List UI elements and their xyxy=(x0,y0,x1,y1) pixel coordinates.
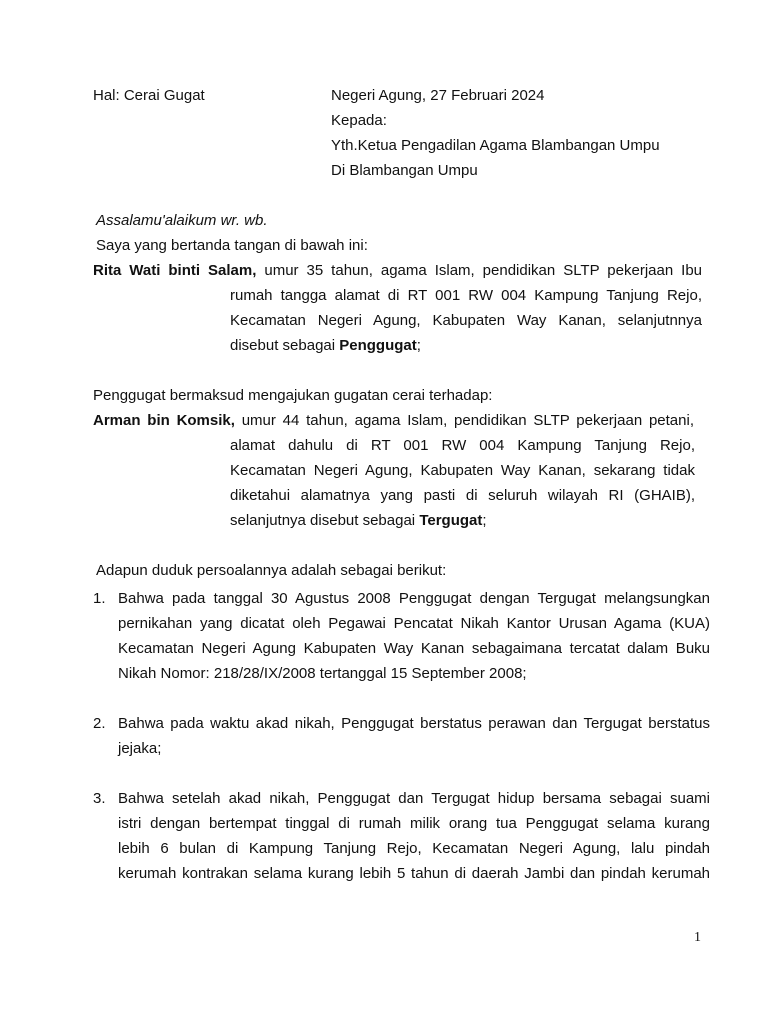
list-item-line: Bahwa setelah akad nikah, Penggugat dan Tergugat hidup bersama sebagai suami xyxy=(118,790,710,807)
defendant-role: Tergugat xyxy=(419,512,483,529)
recipient: Yth.Ketua Pengadilan Agama Blambangan Umpu xyxy=(331,137,660,154)
defendant-line-2: alamat dahulu di RT 001 RW 004 Kampung Tanjung Rejo, xyxy=(230,437,695,454)
subject-line: Hal: Cerai Gugat xyxy=(93,87,205,104)
place-date: Negeri Agung, 27 Februari 2024 xyxy=(331,87,545,104)
list-item-line: jejaka; xyxy=(118,740,162,757)
page-number: 1 xyxy=(694,930,701,945)
plaintiff-name: Rita Wati binti Salam, xyxy=(93,262,257,279)
claim-intro: Penggugat bermaksud mengajukan gugatan cerai terhadap: xyxy=(93,387,493,404)
list-item-line: Bahwa pada waktu akad nikah, Penggugat berstatus perawan dan Tergugat berstatus xyxy=(118,715,710,732)
plaintiff-line-1: Rita Wati binti Salam, umur 35 tahun, agama Islam, pendidikan SLTP pekerjaan Ibu xyxy=(93,262,703,279)
plaintiff-line-3: Kecamatan Negeri Agung, Kabupaten Way Kanan, selanjutnnya xyxy=(230,312,702,329)
to-label: Kepada: xyxy=(331,112,387,129)
defendant-line-5: selanjutnya disebut sebagai Tergugat; xyxy=(230,512,487,529)
defendant-name: Arman bin Komsik, xyxy=(93,412,235,429)
list-item-line: Bahwa pada tanggal 30 Agustus 2008 Penggugat dengan Tergugat melangsungkan xyxy=(118,590,710,607)
plaintiff-line-2: rumah tangga alamat di RT 001 RW 004 Kampung Tanjung Rejo, xyxy=(230,287,702,304)
item-number: 1. xyxy=(93,590,106,607)
list-item-line: istri dengan bertempat tinggal di rumah milik orang tua Penggugat selama kurang xyxy=(118,815,710,832)
list-item-line: lebih 6 bulan di Kampung Tanjung Rejo, Kecamatan Negeri Agung, lalu pindah xyxy=(118,840,710,857)
defendant-line-4: diketahui alamatnya yang pasti di seluruh wilayah RI (GHAIB), xyxy=(230,487,695,504)
list-item-line: pernikahan yang dicatat oleh Pegawai Pencatat Nikah Kantor Urusan Agama (KUA) xyxy=(118,615,710,632)
defendant-line-1: Arman bin Komsik, umur 44 tahun, agama Islam, pendidikan SLTP pekerjaan petani, xyxy=(93,412,694,429)
defendant-line-3: Kecamatan Negeri Agung, Kabupaten Way Kanan, sekarang tidak xyxy=(230,462,695,479)
list-item-line: kerumah kontrakan selama kurang lebih 5 tahun di daerah Jambi dan pindah kerumah xyxy=(118,865,710,882)
plaintiff-role: Penggugat xyxy=(339,337,417,354)
facts-intro: Adapun duduk persoalannya adalah sebagai berikut: xyxy=(96,562,447,579)
list-item-line: Nikah Nomor: 218/28/IX/2008 tertanggal 15 September 2008; xyxy=(118,665,527,682)
greeting: Assalamu'alaikum wr. wb. xyxy=(96,212,268,229)
plaintiff-line-4: disebut sebagai Penggugat; xyxy=(230,337,421,354)
item-number: 3. xyxy=(93,790,106,807)
recipient-location: Di Blambangan Umpu xyxy=(331,162,478,179)
item-number: 2. xyxy=(93,715,106,732)
intro-line: Saya yang bertanda tangan di bawah ini: xyxy=(96,237,368,254)
list-item-line: Kecamatan Negeri Agung Kabupaten Way Kanan sebagaimana tercatat dalam Buku xyxy=(118,640,710,657)
